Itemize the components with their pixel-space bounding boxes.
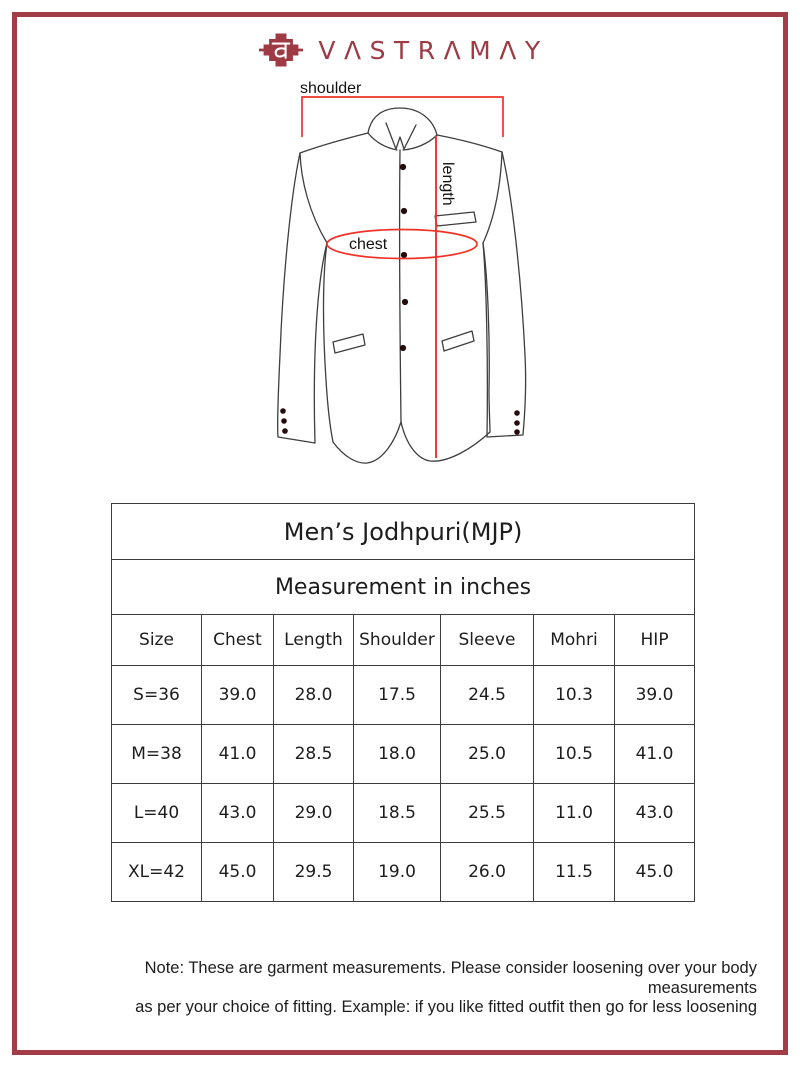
hem-right [401,422,490,461]
measurement-cell: 43.0 [615,784,695,843]
front-buttons [400,164,408,351]
shoulder-left [300,133,368,153]
shoulder-bracket [302,97,503,137]
body-side-left [324,243,334,442]
column-header: Shoulder [354,615,441,666]
measurement-cell: 24.5 [441,666,534,725]
size-cell: S=36 [112,666,202,725]
note-text [42,959,757,1018]
measurement-cell: 41.0 [615,725,695,784]
jacket-measurement-diagram [250,75,560,485]
collar-outer [368,108,437,135]
measurement-cell: 18.5 [354,784,441,843]
measurement-cell: 10.5 [534,725,615,784]
measurement-cell: 17.5 [354,666,441,725]
measurement-cell: 45.0 [615,843,695,902]
size-row [112,725,695,784]
column-header: Mohri [534,615,615,666]
measurement-cell: 28.0 [274,666,354,725]
column-header: Size [112,615,202,666]
cuff-buttons [280,408,520,435]
shoulder-right [437,135,502,152]
measurement-cell: 11.5 [534,843,615,902]
collar-front-right [403,135,437,150]
measurement-annotations [302,97,503,458]
measurement-cell: 29.0 [274,784,354,843]
brand-logo-icon [259,30,303,70]
note-line-2: as per your choice of fitting. Example: if you like fitted outfit then go for less loosening [135,998,757,1016]
size-row [112,843,695,902]
brand-name: VΛSTRΛMΛY [318,35,549,65]
table-column-header-row [112,615,695,666]
sleeve-left [278,153,327,443]
measurement-cell: 29.5 [274,843,354,902]
measurement-cell: 25.5 [441,784,534,843]
size-cell: M=38 [112,725,202,784]
measurement-cell: 10.3 [534,666,615,725]
armhole-right [483,152,502,243]
table-subtitle: Measurement in inches [112,560,695,615]
collar-notch [386,123,416,149]
measurement-cell: 11.0 [534,784,615,843]
measurement-cell: 25.0 [441,725,534,784]
measurement-cell: 39.0 [615,666,695,725]
measurement-cell: 43.0 [202,784,274,843]
hip-pocket-left [333,334,365,353]
measurement-cell: 19.0 [354,843,441,902]
column-header: HIP [615,615,695,666]
measurement-cell: 28.5 [274,725,354,784]
size-cell: XL=42 [112,843,202,902]
brand-logo [0,27,800,73]
measurement-cell: 39.0 [202,666,274,725]
armhole-left [300,153,327,243]
hem-left [333,422,401,463]
size-table [111,503,695,902]
jacket-outline [278,108,526,463]
measurement-cell: 26.0 [441,843,534,902]
column-header: Length [274,615,354,666]
note-line-1: Note: These are garment measurements. Please consider loosening over your body measurements [144,959,757,997]
column-header: Chest [202,615,274,666]
hip-pocket-right [442,331,474,351]
size-row [112,666,695,725]
table-body [112,666,695,902]
measurement-cell: 41.0 [202,725,274,784]
measurement-cell: 45.0 [202,843,274,902]
center-front-line [400,150,401,422]
size-cell: L=40 [112,784,202,843]
table-title: Men’s Jodhpuri(MJP) [112,504,695,560]
size-row [112,784,695,843]
chest-label: chest [349,236,388,253]
length-label: length [439,162,456,206]
shoulder-label: shoulder [300,80,362,97]
chest-pocket [435,212,476,226]
measurement-cell: 18.0 [354,725,441,784]
column-header: Sleeve [441,615,534,666]
